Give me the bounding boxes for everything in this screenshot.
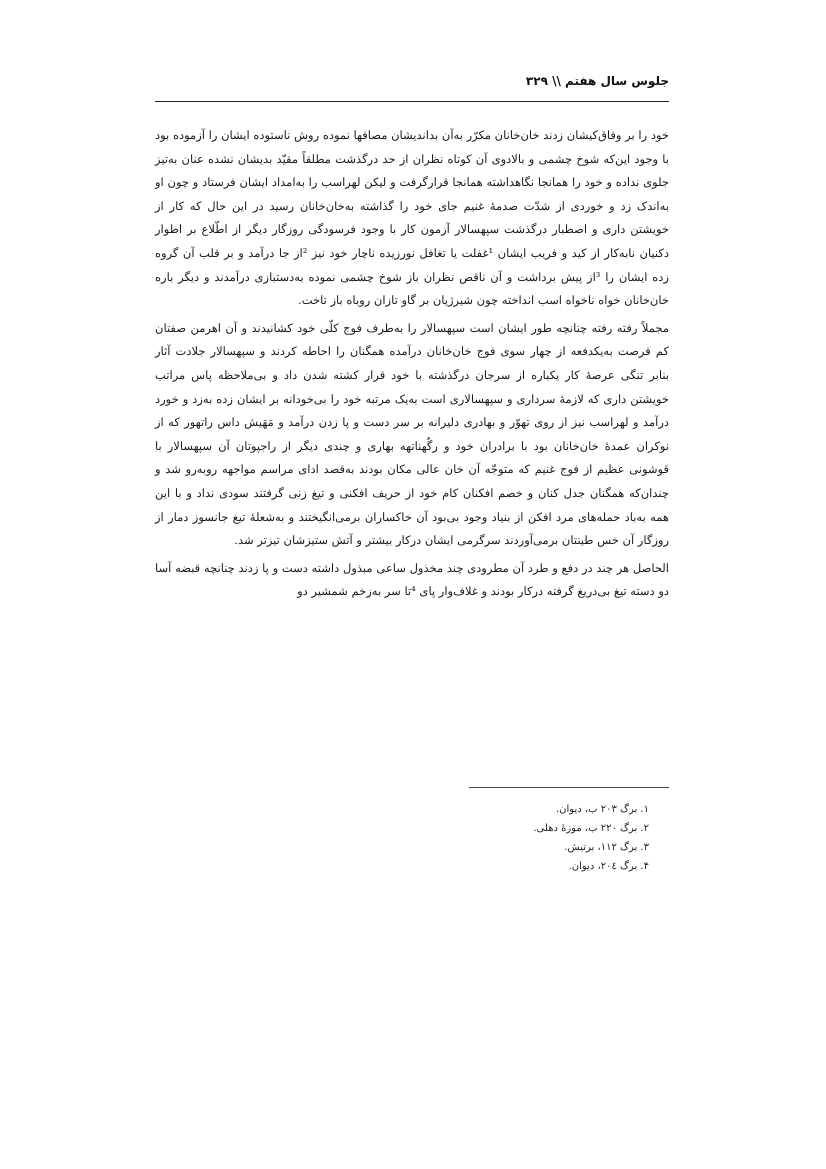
paragraph-2: مجملاً رفته رفته چنانچه طور ایشان است سپهسالار را به‌طرف فوج کلّی خود کشانیدند و آن اهرمن صفتان کم فرصت به‌یکدفعه از چهار سوی فوج خان‌خانان درآمده همگنان را احاطه کردند و سپهسالار جلادت آثار بنابر تنگی عرصهٔ کار یکباره از سرجان درگذشته با خود قرار کشته شدن داد و بی‌ملاحظه پاس مراتب خویشتن داری که لازمهٔ سرداری و سپهسالاری است به‌یک مرتبه خود را بی‌خودانه بر ایشان زده به‌زد و خورد درآمد و لهراسب نیز از روی تهوّر و بهادری دلیرانه بر سر دست و پا زدن درآمد و مَهَیش داس راتهور که از نوکران عمدهٔ خان‌خانان بود با برادران خود و رگُهناتهه بهاری و چندی دیگر از راجپوتان آن سپهسالار با قوشونی عظیم از فوج غنیم که متوجّه آن خان عالی مکان بودند به‌قصد ادای مراسم مواجهه روبه‌رو شد و چندان‌که همگنان جدل کنان و خصم افکنان کام خود از حریف افکنی و تیغ زنی گرفتند سودی نداد و با این همه به‌باد حمله‌های مرد افکن از بنیاد وجود بی‌بود آن خاکساران برمی‌انگیختند و به‌شعلهٔ تیغ جانسوز دمار از روزگار آن خس طینتان برمی‌آوردند سرگرمی ایشان درکار بیشتر و آتش ستیزشان تیزتر شد. [155,320,669,548]
footnotes [369,800,669,876]
body-text [155,124,669,608]
paragraph-1: خود را بر وفاق‌کیشان زدند خان‌خانان مکرّر به‌آن بداندیشان مصافها نموده روش ناستوده ایشان را آزموده بود با وجود این‌که شوخ چشمی و بالادوی آن کوتاه نظران از حد درگذشت مطلقاً مقیّد بدیشان نشده عنان به‌تیز جلوی نداده و خود را همانجا نگاهداشته همانجا قرارگرفت و لیکن لهراسب را به‌امداد ایشان فرستاد و چون او به‌اندک زد و خوردی از شدّت صدمهٔ غنیم جای خود را گذاشته به‌خان‌خانان رسید در این حال که کار از خویشتن داری و اصطبار درگذشت سپهسالار آزمون کار با وجود فرسودگی روزگار دیگر از اطّلاع بر اطوار دکنیان نابه‌کار از کید و فریب ایشان ¹غفلت یا تغافل نورزیده ناچار خود نیز ²از جا درآمد و بر قلب آن گروه زده ایشان را ³از پیش برداشت و آن ناقص نظران باز شوخ چشمی نموده به‌دستبازی درآمدند و دیگر باره خان‌خانان خواه ناخواه اسب انداخته چون شیرژیان بر گاو تازان روباه باز تاخت. [155,128,669,308]
footnote-rule [469,787,669,788]
header-rule [155,101,669,102]
footnote-1: ۱. برگ ۲۰۳ ب، دیوان. [556,804,649,815]
footnote-2: ۲. برگ ۲۲۰ ب، موزهٔ دهلی. [533,823,649,834]
footnote-3: ۳. برگ ۱۱۲، برتیش. [564,842,649,853]
running-header: جلوس سال هفتم \\ ۳۲۹ [525,74,669,88]
paragraph-3: الحاصل هر چند در دفع و طرد آن مطرودی چند مخذول ساعی مبذول داشته دست و پا زدند چنانچه قبضه آسا دو دسته تیغ بی‌دریغ گرفته درکار بودند و غلاف‌وار پای ⁴تا سر به‌زخم شمشیر دو [155,560,669,599]
footnote-4: ۴. برگ ۲۰٤، دیوان. [568,861,649,872]
